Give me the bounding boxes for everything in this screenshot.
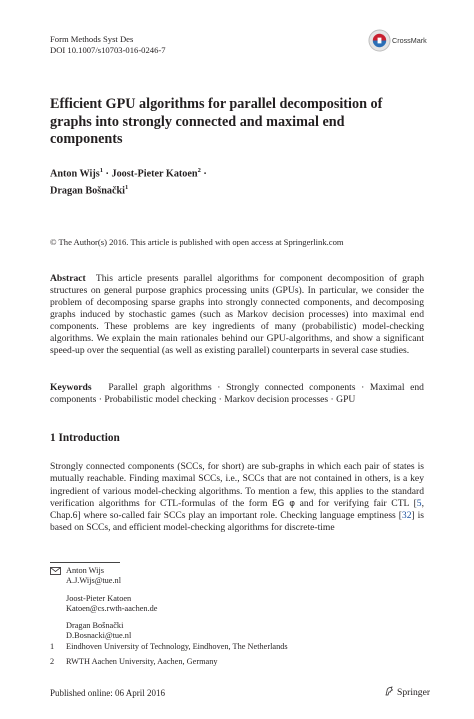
author-name[interactable]: Anton Wijs <box>50 168 100 180</box>
author-separator: · <box>200 168 207 180</box>
formula: EG φ <box>271 498 296 509</box>
affiliation-marker: 2 <box>197 167 201 174</box>
intro-text: Strongly connected components (SCCs, for short) are sub-graphs in which each pair of states is mutually reachable. Finding maximal SCCs, i.e., SCCs that are not contained in others, is a key ingredient of various model-checking algorithms. To mention a few, this applies to the standard verification algorithms for CTL-formulas of the form <box>50 461 424 509</box>
intro-text: and for verifying fair CTL [ <box>295 497 417 509</box>
contact-block <box>66 621 131 641</box>
contact-email[interactable]: A.J.Wijs@tue.nl <box>66 576 122 586</box>
section-title: Introduction <box>58 432 120 444</box>
contact-block <box>66 566 121 586</box>
copyright-notice: © The Author(s) 2016. This article is published with open access at Springerlink.com <box>50 237 344 247</box>
springer-horse-icon <box>384 686 394 696</box>
author-separator: · <box>102 168 112 180</box>
section-number: 1 <box>50 432 56 444</box>
crossmark-label: CrossMark <box>392 36 427 45</box>
intro-text: ] is based on SCCs, and efficient model-checking algorithms for discrete-time <box>50 510 424 534</box>
keywords-label: Keywords <box>50 382 92 393</box>
contact-block <box>66 594 158 614</box>
affiliation-text: Eindhoven University of Technology, Eindhoven, The Netherlands <box>66 642 288 651</box>
section-heading <box>50 432 120 444</box>
abstract-text: This article presents parallel algorithms for component decomposition of graph structures on general purpose graphics processing units (GPUs). In particular, we consider the problem of decomposing sparse graphs into strongly connected components, and decomposing graphs induced by stochastic games (such as Markov decision processes) into maximal end components. These problems are key ingredients of many (probabilistic) model-checking algorithms. We explain the main rationales behind our GPU-algorithms, and show a significant speed-up over the sequential (as well as existing parallel) counterparts in several case studies. <box>50 273 425 356</box>
affiliation <box>50 642 288 652</box>
publisher-logo <box>384 686 430 698</box>
contact-name: Anton Wijs <box>66 566 105 575</box>
paper-title: Efficient GPU algorithms for parallel decomposition of graphs into strongly connected and maximal end components <box>50 96 383 147</box>
journal-name: Form Methods Syst Des <box>50 34 134 44</box>
intro-text: , Chap.6] where so-called fair SCCs play an important role. Checking language emptiness [ <box>50 497 424 522</box>
envelope-icon <box>50 567 61 577</box>
journal-header <box>50 34 166 56</box>
keywords-text: Parallel graph algorithms · Strongly connected components · Maximal end components · Probabilistic model checking · Markov decision processes · GPU <box>50 382 424 405</box>
crossmark-icon <box>368 29 391 52</box>
published-date: Published online: 06 April 2016 <box>50 688 166 698</box>
affiliation <box>50 657 218 667</box>
publisher-name: Springer <box>397 687 431 698</box>
intro-paragraph <box>50 461 424 535</box>
citation-link[interactable]: 32 <box>401 510 412 522</box>
keywords <box>50 382 424 406</box>
abstract <box>50 273 424 357</box>
contact-email[interactable]: Katoen@cs.rwth-aachen.de <box>66 604 158 614</box>
affiliation-marker: 1 <box>99 167 103 174</box>
contact-name: Dragan Bošnački <box>66 621 124 630</box>
crossmark-badge[interactable] <box>368 29 427 53</box>
affiliation-marker: 1 <box>125 184 129 192</box>
author-name[interactable]: Joost-Pieter Katoen <box>111 168 198 180</box>
author-name[interactable]: Dragan Bošnački <box>50 185 126 197</box>
affiliation-number: 2 <box>50 657 55 666</box>
doi[interactable]: DOI 10.1007/s10703-016-0246-7 <box>50 45 166 55</box>
contact-name: Joost-Pieter Katoen <box>66 594 132 603</box>
abstract-label: Abstract <box>50 273 86 284</box>
author-list <box>50 164 420 199</box>
contact-email[interactable]: D.Bosnacki@tue.nl <box>66 631 132 641</box>
citation-link[interactable]: 5 <box>416 497 422 509</box>
affiliation-number: 1 <box>50 642 55 651</box>
affiliation-text: RWTH Aachen University, Aachen, Germany <box>66 657 218 666</box>
footnote-divider <box>50 562 120 563</box>
